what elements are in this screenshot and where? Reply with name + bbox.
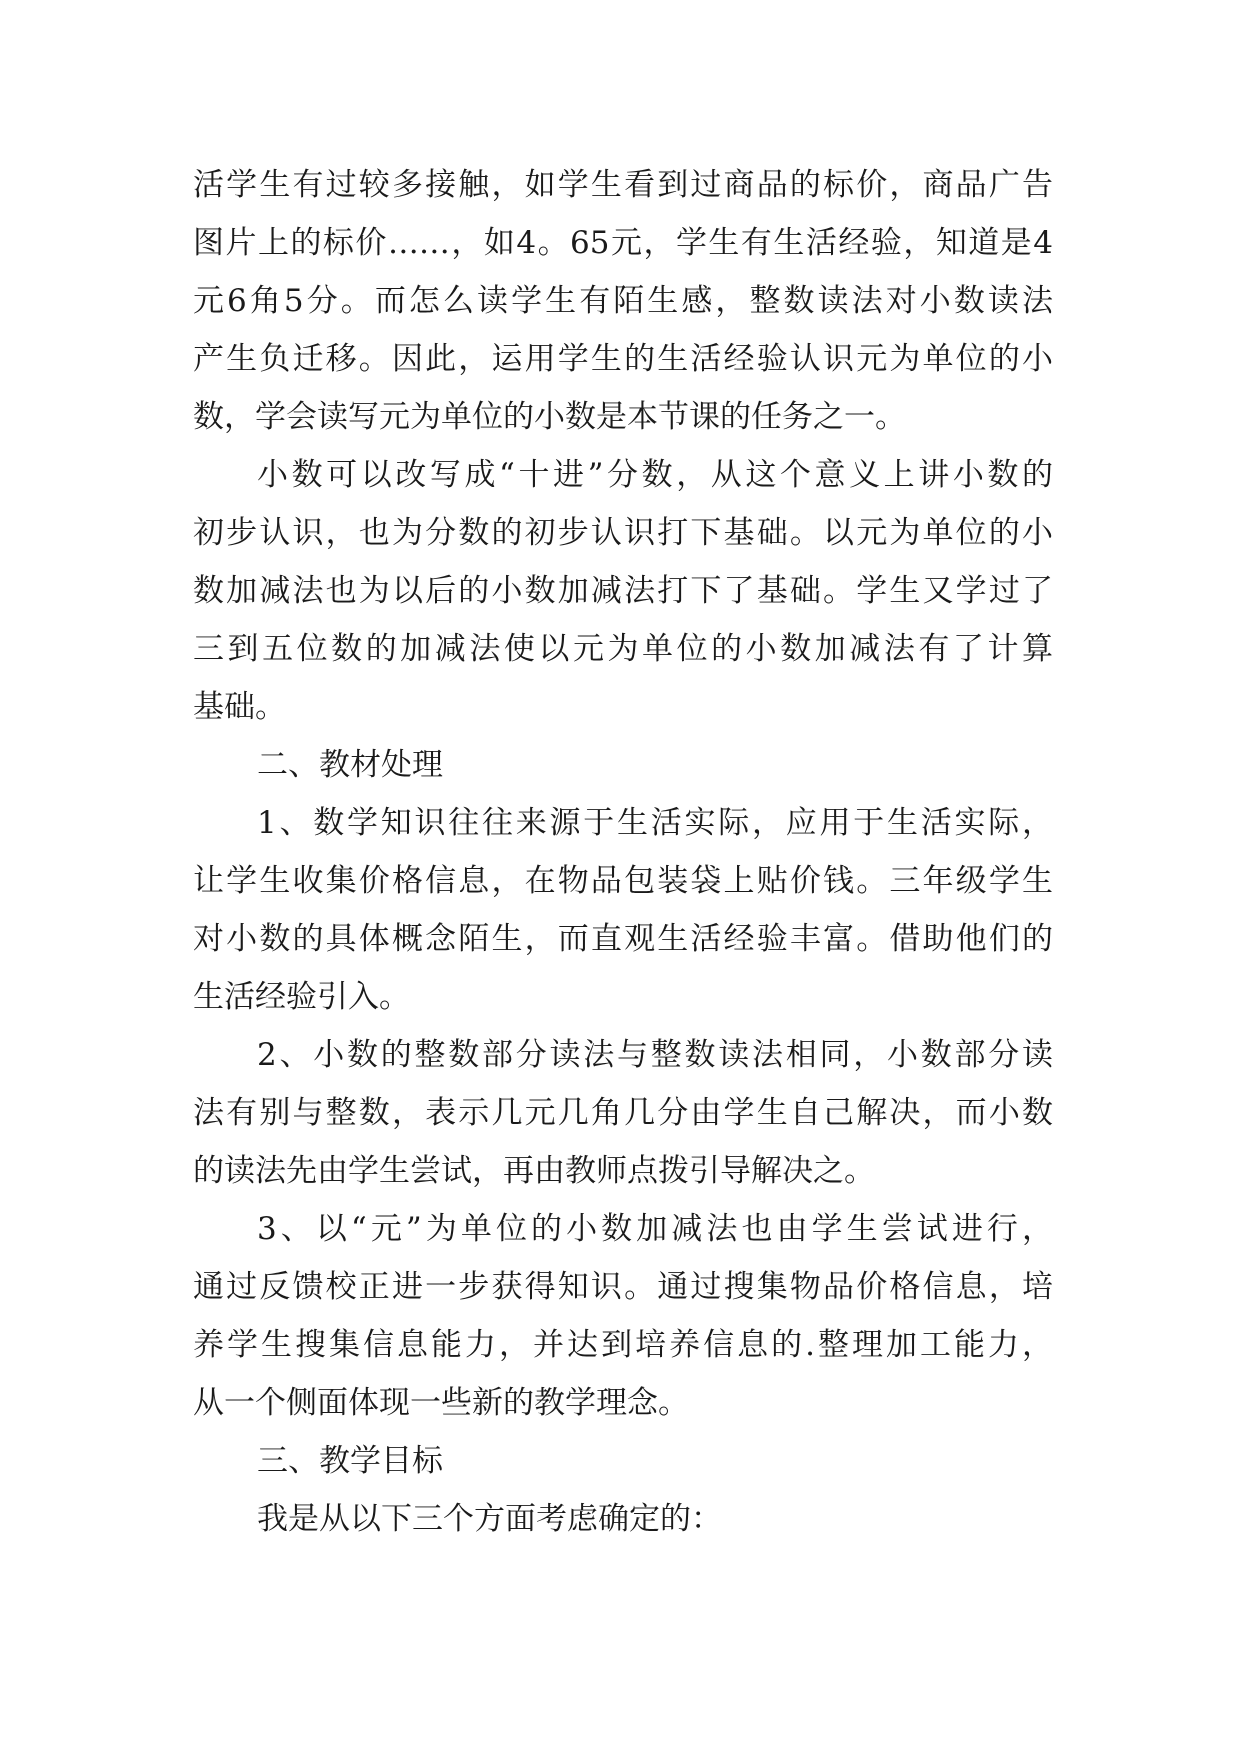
text-line: 3、以“元”为单位的小数加减法也由学生尝试进行， [257,1211,1053,1247]
text-line: 三到五位数的加减法使以元为单位的小数加减法有了计算 [193,631,1053,667]
text-line: 我是从以下三个方面考虑确定的： [257,1501,722,1537]
text-line: 数，学会读写元为单位的小数是本节课的任务之一。 [193,399,906,435]
text-line: 初步认识，也为分数的初步认识打下基础。以元为单位的小 [193,515,1053,551]
text-line: 法有别与整数，表示几元几角几分由学生自己解决，而小数 [193,1095,1053,1131]
text-line: 图片上的标价……，如4。65元，学生有生活经验，知道是4 [193,225,1053,261]
text-line: 的读法先由学生尝试，再由教师点拨引导解决之。 [193,1153,875,1189]
text-line: 1、数学知识往往来源于生活实际，应用于生活实际， [257,805,1053,841]
text-line: 数加减法也为以后的小数加减法打下了基础。学生又学过了 [193,573,1053,609]
text-line: 从一个侧面体现一些新的教学理念。 [193,1385,689,1421]
text-line: 活学生有过较多接触，如学生看到过商品的标价，商品广告 [193,167,1053,203]
text-line: 元6角5分。而怎么读学生有陌生感，整数读法对小数读法 [193,283,1053,319]
section-heading: 二、教材处理 [257,747,443,783]
section-heading: 三、教学目标 [257,1443,443,1479]
text-line: 生活经验引入。 [193,979,410,1015]
text-line: 产生负迁移。因此，运用学生的生活经验认识元为单位的小 [193,341,1053,377]
text-line: 2、小数的整数部分读法与整数读法相同，小数部分读 [257,1037,1053,1073]
text-line: 养学生搜集信息能力，并达到培养信息的.整理加工能力， [193,1327,1053,1363]
text-line: 基础。 [193,689,286,725]
text-line: 小数可以改写成“十进”分数，从这个意义上讲小数的 [257,457,1053,493]
text-line: 对小数的具体概念陌生，而直观生活经验丰富。借助他们的 [193,921,1053,957]
document-body [193,156,1053,1548]
text-line: 通过反馈校正进一步获得知识。通过搜集物品价格信息，培 [193,1269,1053,1305]
text-line: 让学生收集价格信息，在物品包装袋上贴价钱。三年级学生 [193,863,1053,899]
